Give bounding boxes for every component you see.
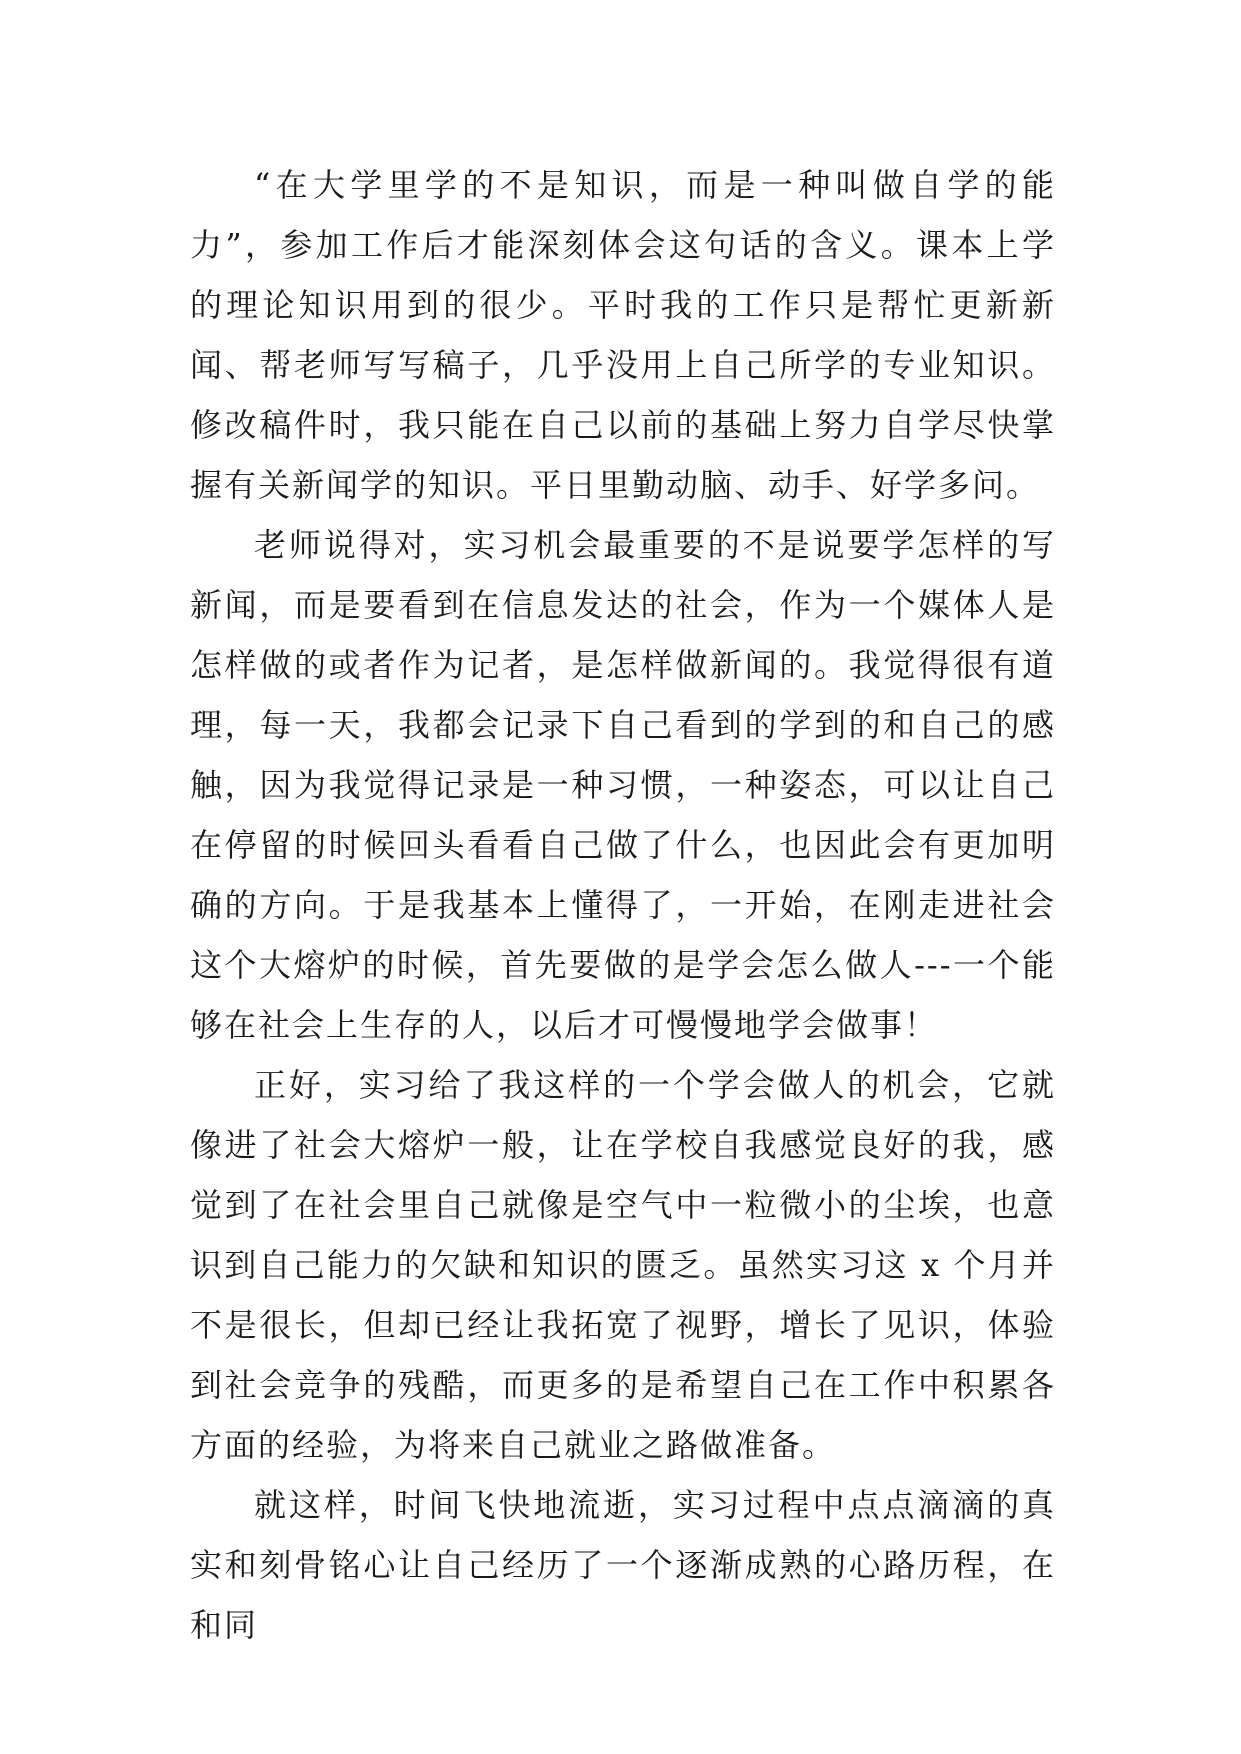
paragraph-2: 老师说得对，实习机会最重要的不是说要学怎样的写新闻，而是要看到在信息发达的社会，作为一个媒体人是怎样做的或者作为记者，是怎样做新闻的。我觉得很有道理，每一天，我都会记录下自己看到的学到的和自己的感触，因为我觉得记录是一种习惯，一种姿态，可以让自己在停留的时候回头看看自己做了什么，也因此会有更加明确的方向。于是我基本上懂得了，一开始，在刚走进社会这个大熔炉的时候，首先要做的是学会怎么做人---一个能够在社会上生存的人，以后才可慢慢地学会做事！ <box>190 526 1056 1044</box>
paragraph-1: “在大学里学的不是知识，而是一种叫做自学的能力”，参加工作后才能深刻体会这句话的含义。课本上学的理论知识用到的很少。平时我的工作只是帮忙更新新闻、帮老师写写稿子，几乎没用上自己所学的专业知识。修改稿件时，我只能在自己以前的基础上努力自学尽快掌握有关新闻学的知识。平日里勤动脑、动手、好学多问。 <box>190 166 1056 504</box>
paragraph-4: 就这样，时间飞快地流逝，实习过程中点点滴滴的真实和刻骨铭心让自己经历了一个逐渐成熟的心路历程，在和同 <box>190 1486 1056 1644</box>
body-text <box>190 155 1056 1655</box>
paragraph-3: 正好，实习给了我这样的一个学会做人的机会，它就像进了社会大熔炉一般，让在学校自我感觉良好的我，感觉到了在社会里自己就像是空气中一粒微小的尘埃，也意识到自己能力的欠缺和知识的匮乏。虽然实习这 x 个月并不是很长，但却已经让我拓宽了视野，增长了见识，体验到社会竞争的残酷，而更多的是希望自己在工作中积累各方面的经验，为将来自己就业之路做准备。 <box>190 1066 1056 1464</box>
